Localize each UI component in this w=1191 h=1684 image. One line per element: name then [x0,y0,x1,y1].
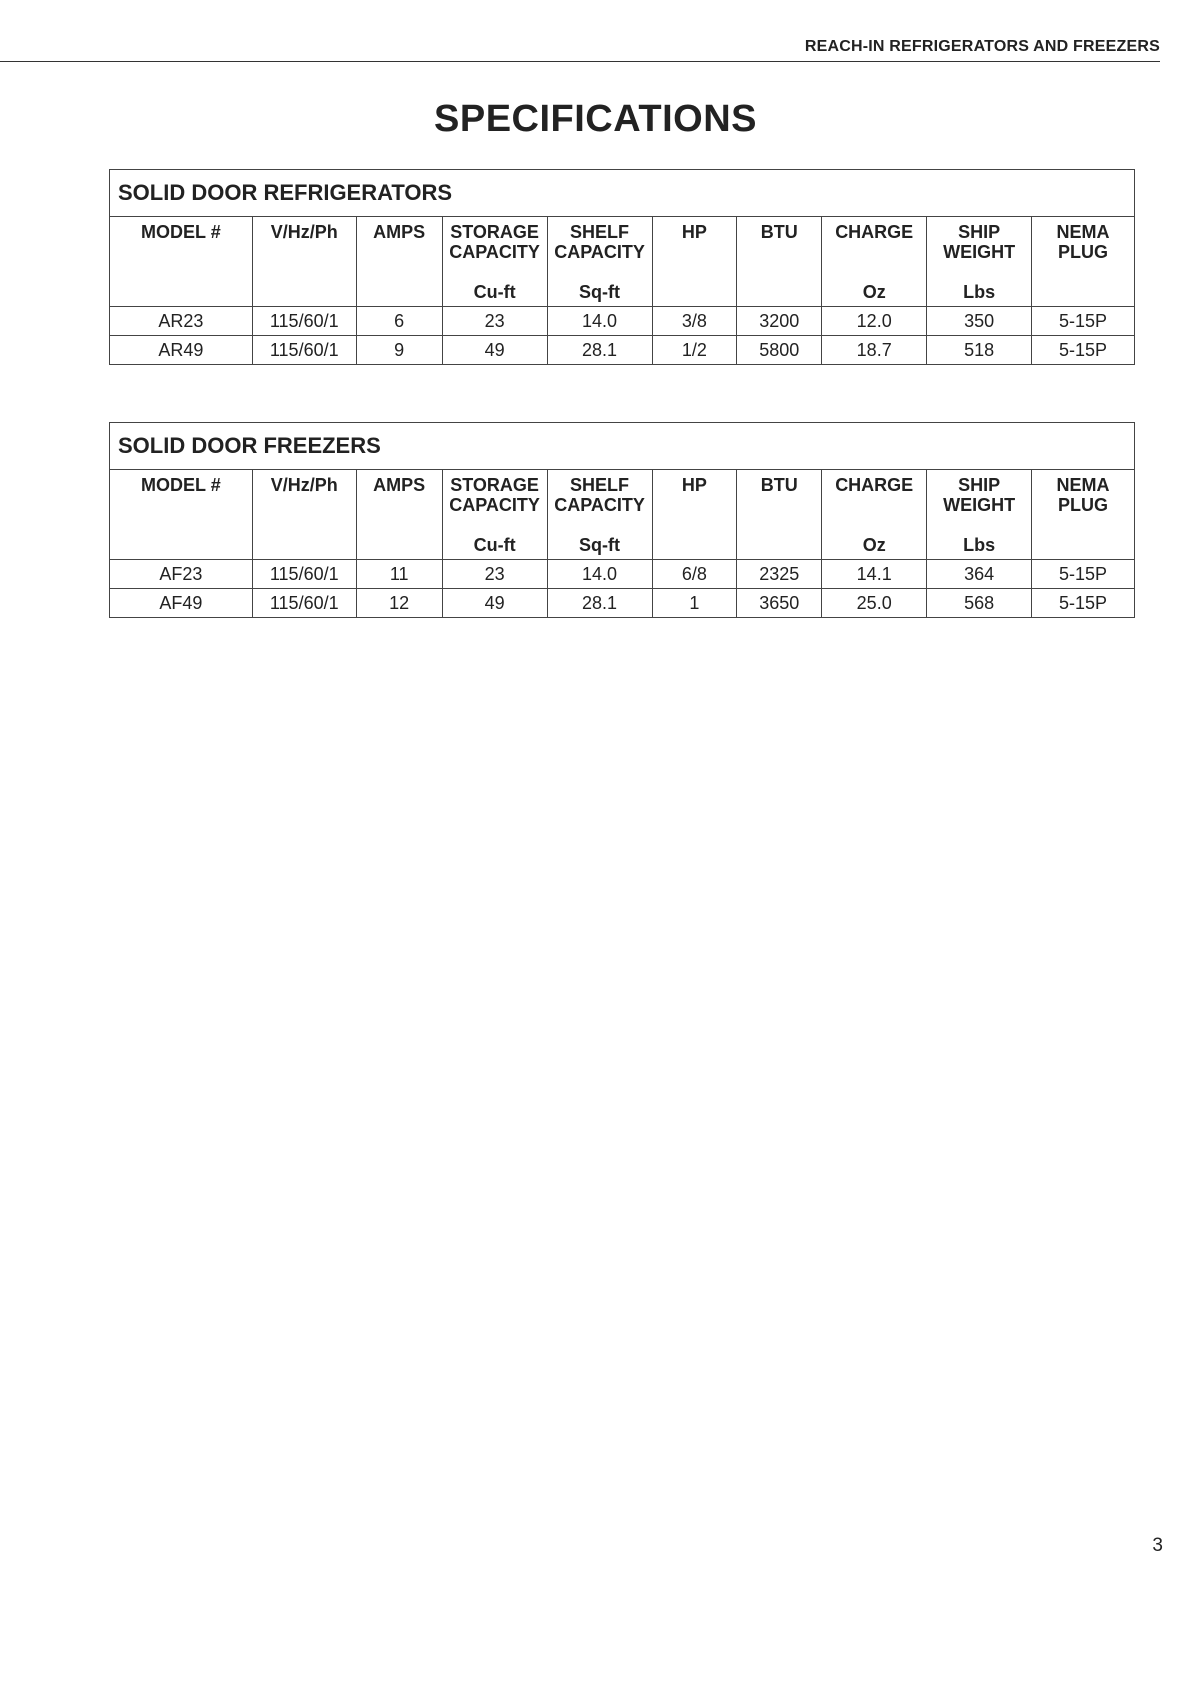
col-header-voltage: V/Hz/Ph [252,217,356,307]
col-header-hp: HP [652,470,737,560]
col-header-charge: CHARGE Oz [822,470,927,560]
table-title: SOLID DOOR REFRIGERATORS [110,170,1135,217]
col-header-nema-plug: NEMA PLUG [1032,217,1135,307]
col-header-nema-plug: NEMA PLUG [1032,470,1135,560]
table-row [110,589,1135,618]
col-header-amps: AMPS [356,470,442,560]
cell-hp: 1 [652,589,737,618]
cell-btu: 5800 [737,336,822,365]
cell-voltage: 115/60/1 [252,307,356,336]
col-header-amps: AMPS [356,217,442,307]
cell-amps: 9 [356,336,442,365]
cell-storage-capacity: 23 [442,307,547,336]
cell-shelf-capacity: 14.0 [547,307,652,336]
running-header: REACH-IN REFRIGERATORS AND FREEZERS [804,38,1160,55]
table-row [110,336,1135,365]
col-header-storage-capacity: STORAGE CAPACITY Cu-ft [442,217,547,307]
col-header-storage-capacity: STORAGE CAPACITY Cu-ft [442,470,547,560]
cell-charge: 12.0 [822,307,927,336]
cell-btu: 2325 [737,560,822,589]
cell-storage-capacity: 49 [442,336,547,365]
table-title: SOLID DOOR FREEZERS [110,423,1135,470]
cell-model: AF49 [110,589,253,618]
cell-charge: 18.7 [822,336,927,365]
col-header-hp: HP [652,217,737,307]
cell-storage-capacity: 23 [442,560,547,589]
cell-amps: 12 [356,589,442,618]
cell-btu: 3200 [737,307,822,336]
cell-model: AR23 [110,307,253,336]
col-header-voltage: V/Hz/Ph [252,470,356,560]
cell-ship-weight: 364 [927,560,1032,589]
col-header-btu: BTU [737,217,822,307]
page-number: 3 [1152,1535,1163,1556]
header-row [110,217,1135,307]
cell-hp: 1/2 [652,336,737,365]
refrigerators-spec-table [109,169,1135,365]
freezers-spec-table [109,422,1135,618]
cell-storage-capacity: 49 [442,589,547,618]
cell-nema-plug: 5-15P [1032,560,1135,589]
col-header-ship-weight: SHIP WEIGHT Lbs [927,470,1032,560]
cell-nema-plug: 5-15P [1032,336,1135,365]
cell-voltage: 115/60/1 [252,589,356,618]
col-header-btu: BTU [737,470,822,560]
cell-btu: 3650 [737,589,822,618]
header-rule [0,61,1160,62]
page-title: SPECIFICATIONS [434,98,757,140]
cell-hp: 6/8 [652,560,737,589]
header-row [110,470,1135,560]
cell-shelf-capacity: 14.0 [547,560,652,589]
cell-nema-plug: 5-15P [1032,589,1135,618]
col-header-shelf-capacity: SHELF CAPACITY Sq-ft [547,217,652,307]
cell-hp: 3/8 [652,307,737,336]
cell-ship-weight: 350 [927,307,1032,336]
table-row [110,560,1135,589]
col-header-charge: CHARGE Oz [822,217,927,307]
cell-voltage: 115/60/1 [252,336,356,365]
cell-model: AR49 [110,336,253,365]
cell-amps: 11 [356,560,442,589]
cell-shelf-capacity: 28.1 [547,336,652,365]
table-row [110,307,1135,336]
cell-charge: 25.0 [822,589,927,618]
cell-nema-plug: 5-15P [1032,307,1135,336]
col-header-ship-weight: SHIP WEIGHT Lbs [927,217,1032,307]
cell-amps: 6 [356,307,442,336]
cell-model: AF23 [110,560,253,589]
cell-ship-weight: 568 [927,589,1032,618]
col-header-shelf-capacity: SHELF CAPACITY Sq-ft [547,470,652,560]
col-header-model: MODEL # [110,217,253,307]
cell-voltage: 115/60/1 [252,560,356,589]
cell-ship-weight: 518 [927,336,1032,365]
col-header-model: MODEL # [110,470,253,560]
cell-shelf-capacity: 28.1 [547,589,652,618]
cell-charge: 14.1 [822,560,927,589]
